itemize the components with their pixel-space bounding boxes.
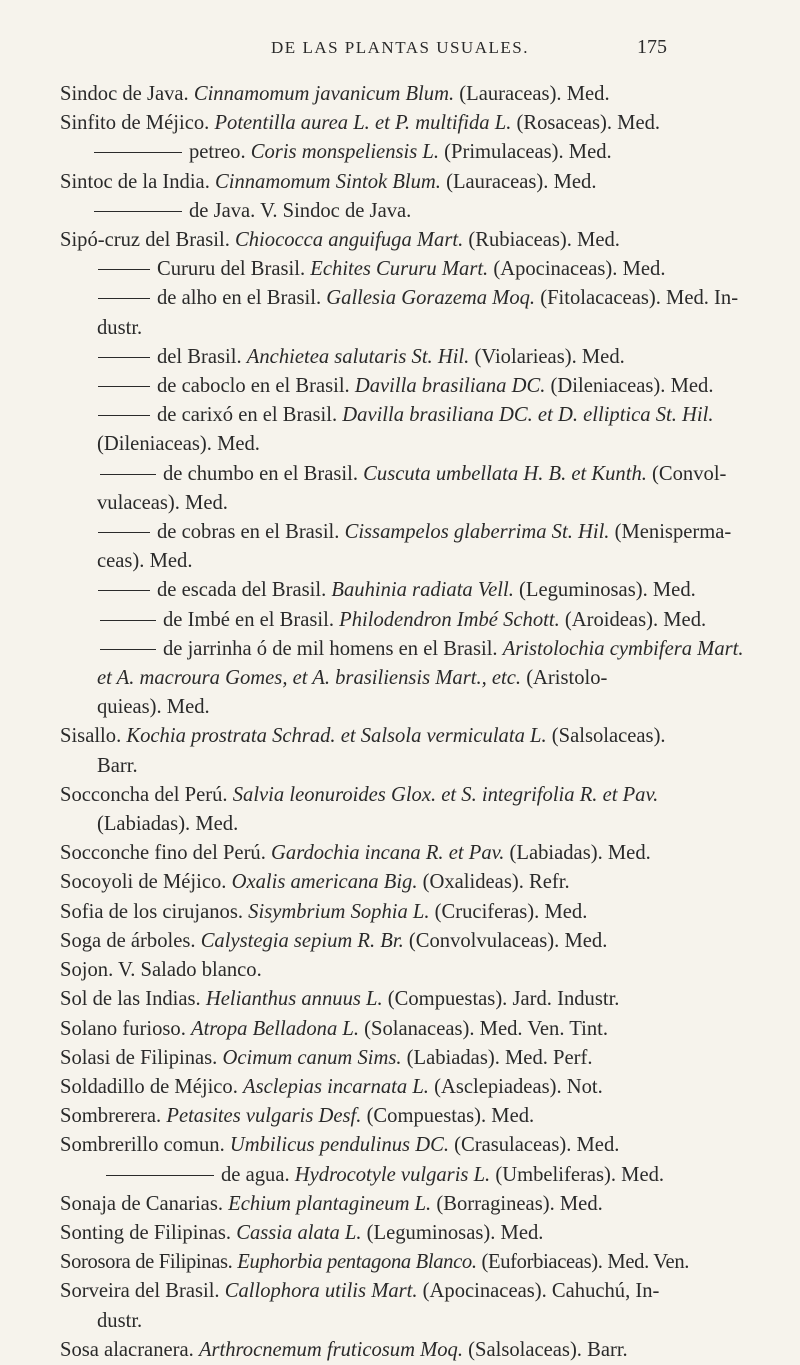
list-item: Socconcha del Perú. Salvia leonuroides Glox. et S. integrifolia R. et Pav. (Labiadas). Med.: [60, 783, 659, 836]
ditto-dash: [98, 532, 150, 533]
ditto-dash: [100, 649, 156, 650]
page-header: [0, 36, 800, 66]
list-item: Sindoc de Java. Cinnamomum javanicum Blum. (Lauraceas). Med.: [60, 83, 610, 105]
list-item: de cobras en el Brasil. Cissampelos glaberrima St. Hil. (Menisperma- ceas). Med.: [97, 521, 732, 573]
ditto-dash: [100, 620, 156, 621]
list-item: Sisallo. Kochia prostrata Schrad. et Salsola vermiculata L. (Salsolaceas). Barr.: [60, 725, 666, 777]
list-item: Socconche fino del Perú. Gardochia incana R. et Pav. (Labiadas). Med.: [60, 842, 651, 865]
list-item: Sombrerillo comun. Umbilicus pendulinus DC. (Crasulaceas). Med.: [60, 1134, 620, 1157]
list-item: Sojon. V. Salado blanco.: [60, 959, 262, 982]
list-item: Sonting de Filipinas. Cassia alata L. (Leguminosas). Med.: [60, 1221, 544, 1244]
list-item: Sinfito de Méjico. Potentilla aurea L. et P. multifida L. (Rosaceas). Med.: [60, 112, 661, 135]
list-item: petreo. Coris monspeliensis L. (Primulaceas). Med.: [60, 138, 760, 167]
ditto-dash: [98, 590, 150, 591]
list-item: Sombrerera. Petasites vulgaris Desf. (Compuestas). Med.: [60, 1105, 535, 1128]
list-item: de escada del Brasil. Bauhinia radiata Vell. (Leguminosas). Med.: [60, 576, 760, 605]
ditto-dash: [98, 386, 150, 387]
list-item: Solasi de Filipinas. Ocimum canum Sims. (Labiadas). Med. Perf.: [60, 1046, 593, 1069]
list-item: de Imbé en el Brasil. Philodendron Imbé Schott. (Aroideas). Med.: [60, 606, 760, 635]
ditto-dash: [98, 357, 150, 358]
list-item: de jarrinha ó de mil homens en el Brasil. Aristolochia cymbifera Mart. et A. macroura Gomes, et A. brasiliensis Mart., etc. (Aristolo- quieas). Med.: [97, 637, 744, 719]
list-item: Sorosora de Filipinas. Euphorbia pentagona Blanco. (Euforbiaceas). Med. Ven.: [60, 1251, 690, 1274]
list-item: de caboclo en el Brasil. Davilla brasiliana DC. (Dileniaceas). Med.: [60, 372, 760, 401]
ditto-dash: [94, 211, 182, 212]
ditto-dash: [98, 298, 150, 299]
list-item: de carixó en el Brasil. Davilla brasiliana DC. et D. elliptica St. Hil. (Dileniaceas). Med.: [97, 404, 714, 456]
ditto-dash: [100, 474, 156, 475]
list-item: Socoyoli de Méjico. Oxalis americana Big. (Oxalideas). Refr.: [60, 871, 570, 894]
list-item: de alho en el Brasil. Gallesia Gorazema Moq. (Fitolacaceas). Med. In- dustr.: [97, 287, 739, 339]
list-item: Sol de las Indias. Helianthus annuus L. (Compuestas). Jard. Industr.: [60, 988, 620, 1011]
ditto-dash: [94, 152, 182, 153]
list-item: Sonaja de Canarias. Echium plantagineum L. (Borragineas). Med.: [60, 1192, 603, 1215]
list-item: Cururu del Brasil. Echites Cururu Mart. (Apocinaceas). Med.: [60, 255, 760, 284]
running-head: DE LAS PLANTAS USUALES.: [271, 38, 529, 57]
list-item: Sipó-cruz del Brasil. Chiococca anguifuga Mart. (Rubiaceas). Med.: [60, 229, 620, 252]
ditto-dash: [98, 269, 150, 270]
list-item: Sintoc de la India. Cinnamomum Sintok Blum. (Lauraceas). Med.: [60, 170, 597, 193]
ditto-dash: [98, 415, 150, 416]
list-item: Soga de árboles. Calystegia sepium R. Br. (Convolvulaceas). Med.: [60, 929, 608, 952]
list-item: Sosa alacranera. Arthrocnemum fruticosum Moq. (Salsolaceas). Barr.: [60, 1338, 628, 1361]
ditto-dash: [106, 1175, 214, 1176]
list-item: de chumbo en el Brasil. Cuscuta umbellata H. B. et Kunth. (Convol- vulaceas). Med.: [97, 462, 727, 514]
entry-list: [60, 80, 760, 1365]
list-item: Sorveira del Brasil. Callophora utilis Mart. (Apocinaceas). Cahuchú, In- dustr.: [60, 1280, 660, 1332]
list-item: Soldadillo de Méjico. Asclepias incarnata L. (Asclepiadeas). Not.: [60, 1075, 603, 1098]
list-item: Sofia de los cirujanos. Sisymbrium Sophia L. (Cruciferas). Med.: [60, 900, 588, 923]
page-number: 175: [637, 36, 667, 58]
list-item: Solano furioso. Atropa Belladona L. (Solanaceas). Med. Ven. Tint.: [60, 1017, 609, 1040]
list-item: de agua. Hydrocotyle vulgaris L. (Umbeliferas). Med.: [60, 1161, 760, 1190]
list-item: del Brasil. Anchietea salutaris St. Hil. (Violarieas). Med.: [60, 343, 760, 372]
list-item: de Java. V. Sindoc de Java.: [60, 197, 760, 226]
